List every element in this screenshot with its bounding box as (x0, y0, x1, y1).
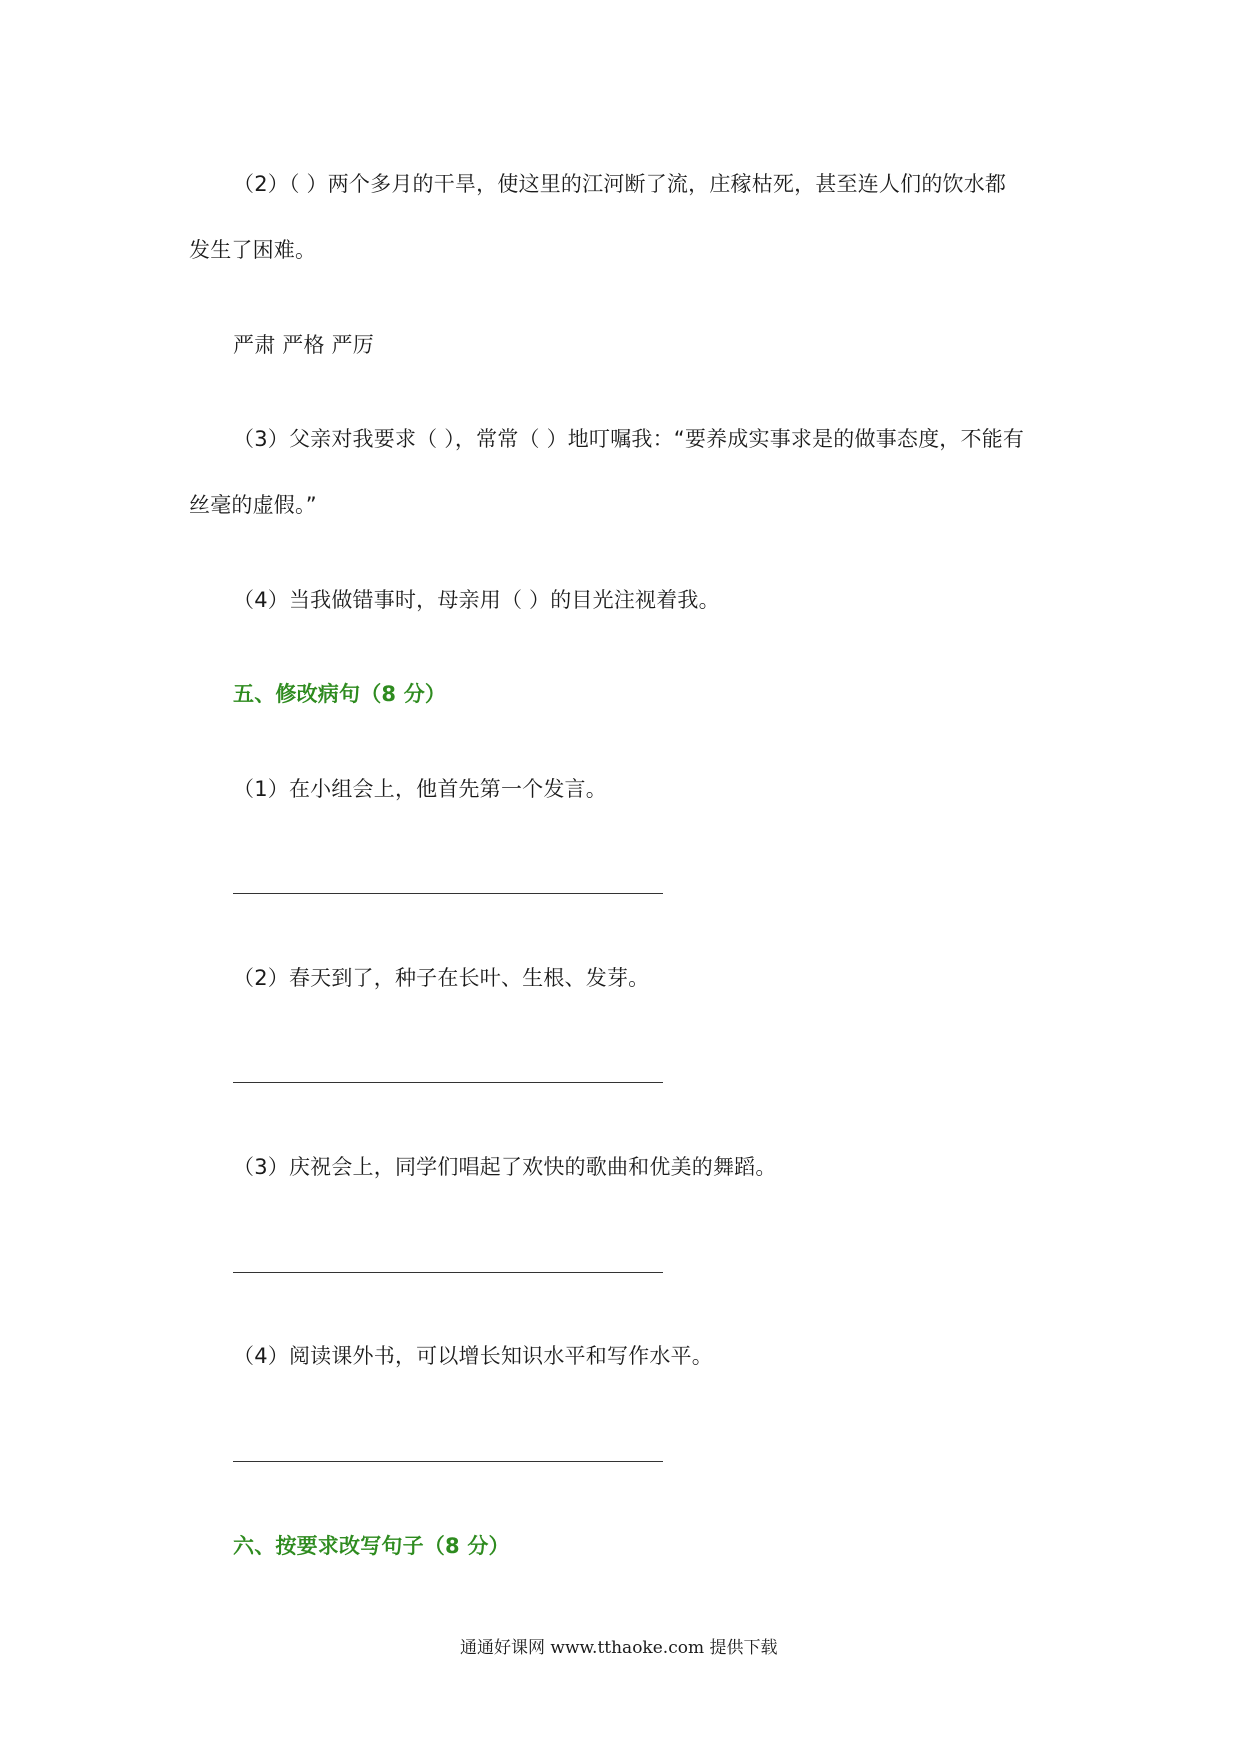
answer-line-2[interactable] (233, 1082, 663, 1083)
answer-line-1[interactable] (233, 893, 663, 894)
sentence-4: （4）阅读课外书，可以增长知识水平和写作水平。 (233, 1344, 713, 1368)
answer-line-4[interactable] (233, 1461, 663, 1462)
question-2-line-1: （2）（ ）两个多月的干旱，使这里的江河断了流，庄稼枯死，甚至连人们的饮水都 (233, 172, 1007, 196)
sentence-3: （3）庆祝会上，同学们唱起了欢快的歌曲和优美的舞蹈。 (233, 1155, 777, 1179)
footer-text: 通通好课网 www.tthaoke.com 提供下载 (460, 1638, 778, 1658)
section-6-heading: 六、按要求改写句子（8 分） (233, 1534, 510, 1558)
question-2-line-2: 发生了困难。 (189, 238, 317, 262)
section-5-heading: 五、修改病句（8 分） (233, 682, 447, 706)
sentence-2: （2）春天到了，种子在长叶、生根、发芽。 (233, 966, 650, 990)
question-4: （4）当我做错事时，母亲用（ ）的目光注视着我。 (233, 588, 720, 612)
question-3-line-2: 丝毫的虚假。” (189, 493, 317, 517)
word-options: 严肃 严格 严厉 (233, 333, 374, 357)
sentence-1: （1）在小组会上，他首先第一个发言。 (233, 777, 607, 801)
answer-line-3[interactable] (233, 1272, 663, 1273)
question-3-line-1: （3）父亲对我要求（ ），常常（ ）地叮嘱我：“要养成实事求是的做事态度，不能有 (233, 427, 1025, 451)
